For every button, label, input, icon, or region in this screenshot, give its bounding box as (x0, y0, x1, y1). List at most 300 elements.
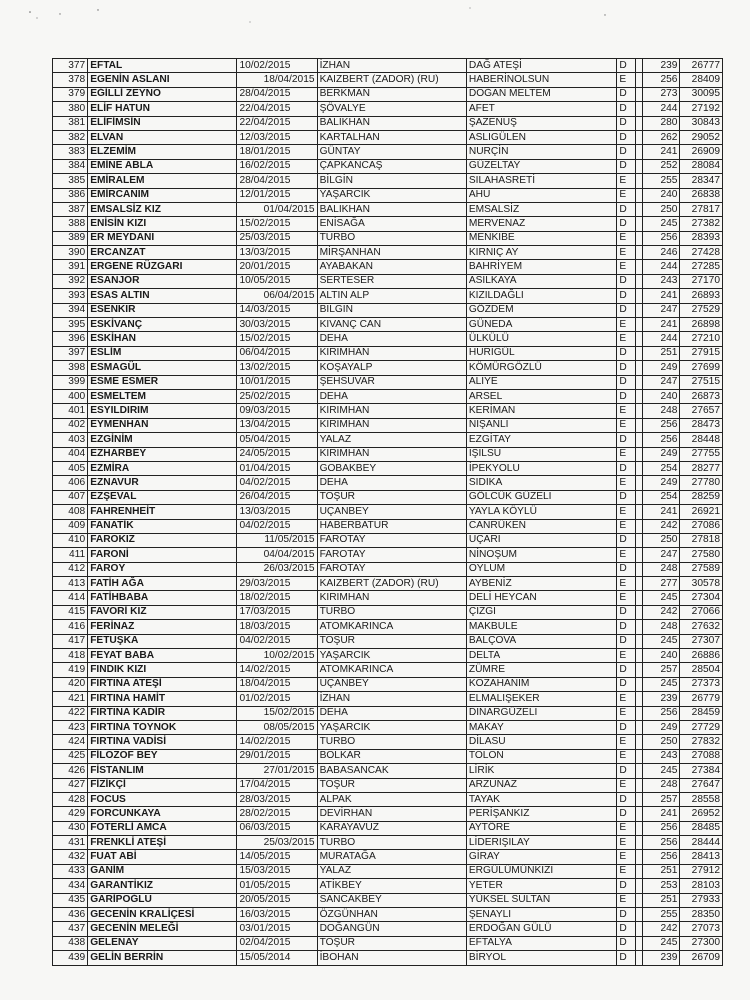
birth-date: 06/04/2015 (237, 346, 317, 360)
horse-name: EFTAL (88, 59, 237, 73)
value-a: 241 (642, 807, 680, 821)
table-row (53, 692, 723, 706)
sire-name: TURBO (317, 231, 466, 245)
horse-name: EZŞEVAL (88, 490, 237, 504)
value-b: 26898 (680, 318, 723, 332)
birth-date: 12/03/2015 (237, 130, 317, 144)
dam-name: LİDERIŞILAY (466, 836, 617, 850)
sire-name: İZHAN (317, 692, 466, 706)
value-b: 28350 (680, 908, 723, 922)
dam-name: OYLUM (466, 562, 617, 576)
row-number: 410 (53, 533, 88, 547)
column-gap (635, 836, 642, 850)
row-number: 383 (53, 145, 88, 159)
horse-name: EMİRCANIM (88, 188, 237, 202)
sire-name: TURBO (317, 605, 466, 619)
table-row (53, 577, 723, 591)
column-gap (635, 908, 642, 922)
horse-name: EMİNE ABLA (88, 159, 237, 173)
column-gap (635, 778, 642, 792)
dam-name: AHU (466, 188, 617, 202)
sire-name: YAŞARCIK (317, 188, 466, 202)
scan-specks (0, 0, 750, 60)
sex-code: E (617, 332, 635, 346)
horse-name: FIRTINA ATEŞİ (88, 677, 237, 691)
sex-code: D (617, 620, 635, 634)
value-b: 27170 (680, 274, 723, 288)
birth-date: 14/03/2015 (237, 303, 317, 317)
value-a: 239 (642, 951, 680, 965)
column-gap (635, 792, 642, 806)
column-gap (635, 620, 642, 634)
sex-code: D (617, 461, 635, 475)
column-gap (635, 102, 642, 116)
sire-name: UÇANBEY (317, 505, 466, 519)
horse-name: EGENİN ASLANI (88, 73, 237, 87)
dam-name: ÜLKÜLÜ (466, 332, 617, 346)
horse-name: FETUŞKA (88, 634, 237, 648)
value-a: 256 (642, 706, 680, 720)
value-b: 26838 (680, 188, 723, 202)
value-b: 27373 (680, 677, 723, 691)
dam-name: HURİGÜL (466, 346, 617, 360)
table-row (53, 634, 723, 648)
birth-date: 10/01/2015 (237, 375, 317, 389)
sex-code: E (617, 260, 635, 274)
horse-name: FRENKLİ ATEŞİ (88, 836, 237, 850)
birth-date: 06/04/2015 (237, 289, 317, 303)
table-row (53, 922, 723, 936)
row-number: 400 (53, 389, 88, 403)
column-gap (635, 692, 642, 706)
value-b: 27088 (680, 749, 723, 763)
sex-code: E (617, 778, 635, 792)
sex-code: D (617, 59, 635, 73)
dam-name: HABERİNOLSUN (466, 73, 617, 87)
value-b: 27384 (680, 764, 723, 778)
dam-name: ŞENAYLI (466, 908, 617, 922)
birth-date: 16/03/2015 (237, 908, 317, 922)
table-row (53, 361, 723, 375)
table-row (53, 778, 723, 792)
row-number: 421 (53, 692, 88, 706)
dam-name: GÜNEDA (466, 318, 617, 332)
sire-name: SERTESER (317, 274, 466, 288)
sex-code: E (617, 318, 635, 332)
table-row (53, 548, 723, 562)
row-number: 408 (53, 505, 88, 519)
row-number: 419 (53, 663, 88, 677)
value-a: 247 (642, 375, 680, 389)
horse-name: FAROKIZ (88, 533, 237, 547)
horse-name: EZMİRA (88, 461, 237, 475)
value-b: 30843 (680, 116, 723, 130)
sex-code: E (617, 404, 635, 418)
sex-code: D (617, 217, 635, 231)
sire-name: KARTALHAN (317, 130, 466, 144)
column-gap (635, 73, 642, 87)
birth-date: 13/02/2015 (237, 361, 317, 375)
sex-code: D (617, 289, 635, 303)
sire-name: ÖZGÜNHAN (317, 908, 466, 922)
value-a: 240 (642, 389, 680, 403)
row-number: 413 (53, 577, 88, 591)
value-b: 28409 (680, 73, 723, 87)
row-number: 397 (53, 346, 88, 360)
value-a: 245 (642, 677, 680, 691)
column-gap (635, 145, 642, 159)
dam-name: PERİŞANKIZ (466, 807, 617, 821)
birth-date: 28/04/2015 (237, 87, 317, 101)
sire-name: GOBAKBEY (317, 461, 466, 475)
value-b: 27933 (680, 893, 723, 907)
birth-date: 22/04/2015 (237, 116, 317, 130)
sex-code: E (617, 548, 635, 562)
value-a: 251 (642, 893, 680, 907)
sire-name: SANCAKBEY (317, 893, 466, 907)
birth-date: 15/02/2015 (237, 706, 317, 720)
sex-code: E (617, 893, 635, 907)
row-number: 407 (53, 490, 88, 504)
column-gap (635, 202, 642, 216)
sire-name: UÇANBEY (317, 677, 466, 691)
row-number: 418 (53, 649, 88, 663)
sire-name: KIRIMHAN (317, 418, 466, 432)
row-number: 394 (53, 303, 88, 317)
row-number: 379 (53, 87, 88, 101)
sex-code: D (617, 677, 635, 691)
row-number: 403 (53, 433, 88, 447)
horse-name: ESKİVANÇ (88, 318, 237, 332)
horse-name: EMİRALEM (88, 174, 237, 188)
dam-name: ZÜMRE (466, 663, 617, 677)
horse-name: GECENİN MELEĞİ (88, 922, 237, 936)
row-number: 425 (53, 749, 88, 763)
sex-code: E (617, 836, 635, 850)
horse-name: EMSALSİZ KIZ (88, 202, 237, 216)
table-row (53, 533, 723, 547)
table-row (53, 231, 723, 245)
table-row (53, 447, 723, 461)
column-gap (635, 231, 642, 245)
sire-name: KIVANÇ CAN (317, 318, 466, 332)
sex-code: E (617, 505, 635, 519)
birth-date: 15/02/2015 (237, 217, 317, 231)
sex-code: E (617, 418, 635, 432)
table-row (53, 821, 723, 835)
sire-name: BABASANCAK (317, 764, 466, 778)
dam-name: MAKAY (466, 720, 617, 734)
value-b: 27382 (680, 217, 723, 231)
sire-name: KIRIMHAN (317, 404, 466, 418)
row-number: 415 (53, 605, 88, 619)
dam-name: CANRÜKEN (466, 519, 617, 533)
horse-name: GARİPOĞLU (88, 893, 237, 907)
value-b: 28459 (680, 706, 723, 720)
birth-date: 14/05/2015 (237, 850, 317, 864)
dam-name: NİŞANLI (466, 418, 617, 432)
sire-name: KARAYAVUZ (317, 821, 466, 835)
table-row (53, 807, 723, 821)
value-b: 27817 (680, 202, 723, 216)
column-gap (635, 951, 642, 965)
table-row (53, 318, 723, 332)
value-b: 27589 (680, 562, 723, 576)
row-number: 398 (53, 361, 88, 375)
sex-code: E (617, 577, 635, 591)
horse-name: ER MEYDANI (88, 231, 237, 245)
value-a: 256 (642, 231, 680, 245)
table-row (53, 389, 723, 403)
value-a: 240 (642, 649, 680, 663)
sire-name: BALIKHAN (317, 116, 466, 130)
row-number: 392 (53, 274, 88, 288)
sex-code: D (617, 145, 635, 159)
sex-code: D (617, 303, 635, 317)
horse-name: ESMELTEM (88, 389, 237, 403)
sex-code: E (617, 692, 635, 706)
horse-name: FANATİK (88, 519, 237, 533)
value-a: 262 (642, 130, 680, 144)
column-gap (635, 346, 642, 360)
value-b: 26893 (680, 289, 723, 303)
sex-code: D (617, 634, 635, 648)
dam-name: LİRİK (466, 764, 617, 778)
sex-code: E (617, 188, 635, 202)
horse-name: ELİFİMSİN (88, 116, 237, 130)
value-a: 244 (642, 260, 680, 274)
dam-name: GÖLCÜK GÜZELİ (466, 490, 617, 504)
dam-name: DİLASU (466, 735, 617, 749)
value-a: 248 (642, 404, 680, 418)
horse-name: ELVAN (88, 130, 237, 144)
sex-code: D (617, 202, 635, 216)
table-row (53, 188, 723, 202)
value-b: 27632 (680, 620, 723, 634)
value-a: 245 (642, 217, 680, 231)
birth-date: 05/04/2015 (237, 433, 317, 447)
table-row (53, 879, 723, 893)
value-a: 241 (642, 505, 680, 519)
table-row (53, 59, 723, 73)
value-a: 253 (642, 879, 680, 893)
value-b: 28259 (680, 490, 723, 504)
row-number: 402 (53, 418, 88, 432)
sex-code: E (617, 649, 635, 663)
sex-code: E (617, 519, 635, 533)
birth-date: 22/04/2015 (237, 102, 317, 116)
sire-name: TOŞUR (317, 778, 466, 792)
horse-name: GELİN BERRİN (88, 951, 237, 965)
table-row (53, 404, 723, 418)
dam-name: KOZAHANIM (466, 677, 617, 691)
horse-name: FOCUS (88, 792, 237, 806)
value-b: 27428 (680, 246, 723, 260)
row-number: 422 (53, 706, 88, 720)
sire-name: MURATAĞA (317, 850, 466, 864)
row-number: 426 (53, 764, 88, 778)
dam-name: TAYAK (466, 792, 617, 806)
horse-name: ESENKIR (88, 303, 237, 317)
sex-code: E (617, 476, 635, 490)
sex-code: D (617, 562, 635, 576)
column-gap (635, 922, 642, 936)
table-row (53, 87, 723, 101)
value-a: 280 (642, 116, 680, 130)
horse-name: GARANTİKIZ (88, 879, 237, 893)
column-gap (635, 447, 642, 461)
value-a: 249 (642, 447, 680, 461)
sex-code: D (617, 274, 635, 288)
sire-name: TOŞUR (317, 634, 466, 648)
table-row (53, 951, 723, 965)
row-number: 437 (53, 922, 88, 936)
horse-name: FATİH AĞA (88, 577, 237, 591)
sire-name: ATOMKARINCA (317, 663, 466, 677)
column-gap (635, 519, 642, 533)
horse-name: GECENİN KRALİÇESİ (88, 908, 237, 922)
birth-date: 13/03/2015 (237, 246, 317, 260)
sex-code: D (617, 936, 635, 950)
table-row (53, 289, 723, 303)
value-b: 29052 (680, 130, 723, 144)
value-a: 256 (642, 73, 680, 87)
value-a: 245 (642, 591, 680, 605)
birth-date: 04/02/2015 (237, 476, 317, 490)
value-a: 241 (642, 145, 680, 159)
dam-name: ARSEL (466, 389, 617, 403)
dam-name: ASLIGÜLEN (466, 130, 617, 144)
birth-date: 09/03/2015 (237, 404, 317, 418)
sex-code: D (617, 951, 635, 965)
sire-name: YAŞARCIK (317, 720, 466, 734)
birth-date: 26/04/2015 (237, 490, 317, 504)
value-b: 28413 (680, 850, 723, 864)
sire-name: GÜNTAY (317, 145, 466, 159)
birth-date: 04/02/2015 (237, 634, 317, 648)
row-number: 417 (53, 634, 88, 648)
value-b: 28504 (680, 663, 723, 677)
birth-date: 15/03/2015 (237, 864, 317, 878)
value-a: 247 (642, 303, 680, 317)
birth-date: 28/02/2015 (237, 807, 317, 821)
horse-name: ESME ESMER (88, 375, 237, 389)
column-gap (635, 649, 642, 663)
column-gap (635, 720, 642, 734)
dam-name: GÜZELTAY (466, 159, 617, 173)
row-number: 386 (53, 188, 88, 202)
table-row (53, 706, 723, 720)
sire-name: BALIKHAN (317, 202, 466, 216)
row-number: 393 (53, 289, 88, 303)
column-gap (635, 274, 642, 288)
value-b: 26777 (680, 59, 723, 73)
row-number: 412 (53, 562, 88, 576)
dam-name: SILAHASRETİ (466, 174, 617, 188)
birth-date: 26/03/2015 (237, 562, 317, 576)
birth-date: 02/04/2015 (237, 936, 317, 950)
table-row (53, 476, 723, 490)
sire-name: TOŞUR (317, 936, 466, 950)
horse-name: FİLOZOF BEY (88, 749, 237, 763)
value-a: 251 (642, 346, 680, 360)
table-row (53, 346, 723, 360)
column-gap (635, 807, 642, 821)
dam-name: MENKİBE (466, 231, 617, 245)
value-a: 245 (642, 634, 680, 648)
sex-code: D (617, 720, 635, 734)
row-number: 395 (53, 318, 88, 332)
horse-name: ESKİHAN (88, 332, 237, 346)
value-b: 28277 (680, 461, 723, 475)
table-row (53, 764, 723, 778)
dam-name: DOĞAN MELTEM (466, 87, 617, 101)
sire-name: İZHAN (317, 59, 466, 73)
value-a: 243 (642, 749, 680, 763)
row-number: 391 (53, 260, 88, 274)
column-gap (635, 246, 642, 260)
dam-name: MERVENAZ (466, 217, 617, 231)
row-number: 380 (53, 102, 88, 116)
value-b: 27729 (680, 720, 723, 734)
column-gap (635, 490, 642, 504)
sire-name: ALTIN ALP (317, 289, 466, 303)
horse-name: EĞİLLİ ZEYNO (88, 87, 237, 101)
horse-name: FATİHBABA (88, 591, 237, 605)
value-b: 27192 (680, 102, 723, 116)
table-row (53, 433, 723, 447)
table-row (53, 864, 723, 878)
table-row (53, 893, 723, 907)
value-a: 256 (642, 836, 680, 850)
table-row (53, 174, 723, 188)
sire-name: KAIZBERT (ZADOR) (RU) (317, 73, 466, 87)
column-gap (635, 605, 642, 619)
dam-name: BİRYOL (466, 951, 617, 965)
horse-name: FIRTINA HAMİT (88, 692, 237, 706)
row-number: 385 (53, 174, 88, 188)
value-a: 243 (642, 274, 680, 288)
horse-list-table (52, 58, 723, 966)
value-b: 28084 (680, 159, 723, 173)
dam-name: ARZUNAZ (466, 778, 617, 792)
birth-date: 13/03/2015 (237, 505, 317, 519)
table-row (53, 936, 723, 950)
value-a: 250 (642, 533, 680, 547)
column-gap (635, 505, 642, 519)
sire-name: FAROTAY (317, 533, 466, 547)
dam-name: AYBENİZ (466, 577, 617, 591)
horse-name: ESYILDIRIM (88, 404, 237, 418)
value-a: 242 (642, 605, 680, 619)
dam-name: IŞILSU (466, 447, 617, 461)
table-row (53, 303, 723, 317)
dam-name: ASİLKAYA (466, 274, 617, 288)
row-number: 406 (53, 476, 88, 490)
birth-date: 15/05/2014 (237, 951, 317, 965)
column-gap (635, 375, 642, 389)
value-a: 256 (642, 433, 680, 447)
sex-code: D (617, 346, 635, 360)
value-b: 27300 (680, 936, 723, 950)
column-gap (635, 893, 642, 907)
dam-name: YAYLA KÖYLÜ (466, 505, 617, 519)
dam-name: YETER (466, 879, 617, 893)
horse-name: EYMENHAN (88, 418, 237, 432)
birth-date: 20/05/2015 (237, 893, 317, 907)
value-a: 246 (642, 246, 680, 260)
horse-name: EZGİNİM (88, 433, 237, 447)
